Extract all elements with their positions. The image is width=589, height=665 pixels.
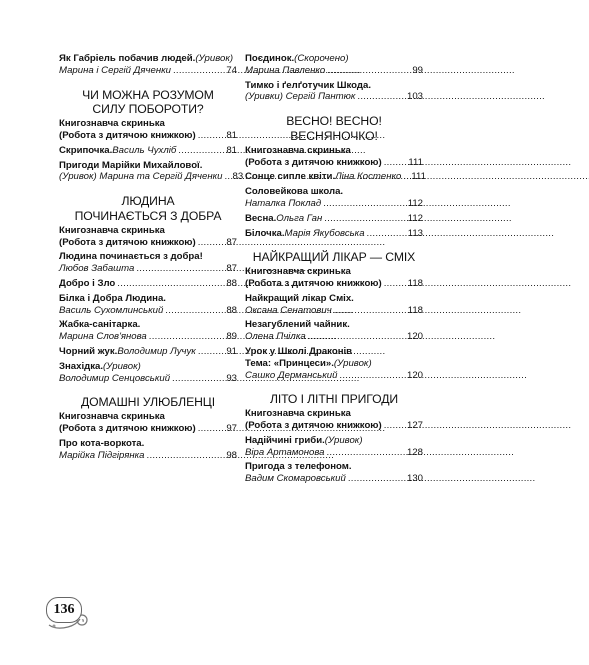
toc-entry[interactable] — [59, 118, 237, 142]
dot-leader — [149, 331, 225, 343]
dot-leader — [403, 171, 409, 183]
page-ref: 91 — [226, 345, 237, 357]
dot-leader — [384, 278, 406, 290]
entry-author: (Уривок) Марина та Сергій Дяченки — [59, 171, 223, 183]
dot-leader — [334, 305, 406, 317]
entry-author: Ліна Костенко — [335, 171, 402, 183]
dot-leader — [308, 331, 405, 343]
entry-author-line — [245, 91, 423, 103]
entry-author: Василь Сухомлинський — [59, 304, 164, 316]
toc-column-right — [245, 53, 426, 488]
entry-title-line — [59, 145, 237, 157]
entry-title-line — [59, 278, 237, 290]
entry-title: Книгознавча скринька — [59, 411, 165, 423]
entry-title: Знахідка. — [59, 360, 104, 372]
toc-entry[interactable] — [59, 319, 237, 343]
entry-title: Білочка. — [245, 227, 285, 239]
dot-leader — [173, 65, 224, 77]
page-ref: 99 — [412, 64, 423, 76]
page-ref: 97 — [226, 422, 237, 434]
page-number-badge — [46, 597, 86, 629]
entry-title: (Робота з дитячою книжкою) — [59, 422, 196, 434]
entry-title: (Робота з дитячою книжкою) — [245, 277, 382, 289]
toc-entry[interactable] — [59, 159, 244, 184]
entry-author: Оксана Сенатович — [245, 304, 332, 316]
dot-leader — [327, 65, 410, 77]
entry-title: Надійчині гриби. — [245, 434, 325, 446]
page-ref: 74 — [226, 64, 237, 76]
entry-title: Білка і Добра Людина. — [59, 292, 166, 304]
entry-author: Марина Слов'янова — [59, 331, 147, 343]
entry-author: Марійка Підгірянка — [59, 449, 145, 461]
toc-entry[interactable] — [245, 80, 423, 104]
entry-author: Вадим Скомаровський — [245, 473, 346, 485]
entry-title-line — [245, 461, 423, 473]
entry-title-line — [59, 225, 237, 237]
entry-author-line — [245, 305, 423, 317]
toc-entry[interactable] — [59, 53, 237, 77]
entry-title-line — [245, 358, 423, 370]
dot-leader — [348, 473, 405, 485]
page-ref: 112 — [407, 212, 423, 224]
entry-title: Найкращий лікар Сміх. — [245, 292, 354, 304]
toc-entry[interactable] — [245, 408, 423, 432]
entry-title: Людина починається з добра! — [59, 251, 203, 263]
page-ref: 89 — [226, 331, 237, 343]
entry-title: Книгознавча скринька — [245, 144, 351, 156]
section-heading-line: ВЕСНО! ВЕСНО! — [286, 114, 382, 129]
entry-title-line — [59, 411, 237, 423]
page-ref: 87 — [226, 263, 237, 275]
dot-leader — [367, 228, 406, 240]
dot-leader — [198, 237, 225, 249]
entry-author-line — [245, 473, 423, 485]
dot-leader — [178, 145, 224, 157]
toc-entry[interactable] — [59, 361, 237, 385]
entry-title: Соловейкова школа. — [245, 186, 344, 198]
toc-entry[interactable] — [245, 213, 423, 225]
entry-title: (Робота з дитячою книжкою) — [59, 236, 196, 248]
entry-title-line — [59, 293, 237, 305]
toc-entry[interactable] — [59, 346, 237, 358]
toc-entry[interactable] — [245, 145, 423, 169]
toc-entry[interactable] — [59, 411, 237, 435]
toc-entry[interactable] — [245, 346, 423, 381]
entry-author-line — [59, 331, 237, 343]
section-heading — [59, 194, 237, 224]
toc-column-left — [59, 53, 244, 464]
entry-note: (Уривок) — [324, 434, 363, 446]
entry-author-line — [245, 198, 423, 210]
entry-title-line — [59, 160, 237, 172]
toc-entry[interactable] — [59, 278, 237, 290]
section-heading — [245, 114, 423, 144]
page-ref: 93 — [226, 372, 237, 384]
entry-title-line — [59, 319, 237, 331]
page-ref: 111 — [408, 156, 423, 168]
entry-title-line — [245, 53, 423, 65]
section-heading-line: СИЛУ ПОБОРОТИ? — [92, 102, 204, 117]
entry-title-line — [245, 213, 423, 225]
entry-title: (Робота з дитячою книжкою) — [245, 156, 382, 168]
dot-leader — [224, 171, 230, 183]
section-heading-line: ПОЧИНАЄТЬСЯ З ДОБРА — [74, 208, 222, 223]
page-ref: 87 — [226, 236, 237, 248]
entry-title: Пригода з телефоном. — [245, 461, 352, 473]
entry-title: Урок у Школі Драконів — [245, 345, 353, 357]
entry-title-line — [59, 438, 237, 450]
toc-entry[interactable] — [59, 438, 237, 462]
entry-author: Олена Пчілка — [245, 331, 306, 343]
entry-author-line — [59, 450, 237, 462]
toc-entry[interactable] — [245, 186, 423, 210]
dot-leader — [357, 91, 405, 103]
entry-author-line — [59, 263, 237, 275]
entry-author-line — [59, 373, 237, 385]
entry-title: Жабка-санітарка. — [59, 319, 141, 331]
section-heading-line: НАЙКРАЩИЙ ЛІКАР — СМІХ — [252, 250, 416, 265]
page-ref: 120 — [406, 369, 423, 381]
entry-title-line — [245, 171, 426, 183]
toc-entry[interactable] — [245, 53, 423, 77]
page-ref: 130 — [406, 473, 423, 485]
entry-author: Сашко Дерманський — [245, 369, 338, 381]
entry-title-line — [59, 346, 237, 358]
dot-leader — [198, 346, 225, 358]
page-ref: 118 — [407, 304, 423, 316]
entry-title: Книгознавча скринька — [59, 224, 165, 236]
dot-leader — [165, 305, 224, 317]
entry-author: (Уривки) Сергій Пантюк — [245, 91, 356, 103]
entry-title-line — [59, 423, 237, 435]
section-heading — [59, 395, 237, 410]
section-heading — [59, 88, 237, 118]
entry-title: (Робота з дитячою книжкою) — [59, 129, 196, 141]
dot-leader — [324, 213, 405, 225]
entry-note: (Уривок) — [103, 360, 141, 372]
entry-title: Весна. — [245, 212, 277, 224]
entry-title: Поєдинок. — [245, 53, 295, 64]
page-ref: 120 — [406, 331, 423, 343]
page-ref: 118 — [407, 277, 423, 289]
dot-leader — [117, 278, 224, 290]
entry-title: Книгознавча скринька — [245, 266, 351, 278]
page-ref: 81 — [226, 144, 237, 156]
entry-author-line — [59, 65, 237, 77]
entry-title-line — [245, 80, 423, 92]
entry-title-line — [245, 186, 423, 198]
toc-entry[interactable] — [245, 171, 426, 183]
page-ref: 103 — [406, 91, 423, 103]
toc-entry[interactable] — [245, 461, 423, 485]
entry-title-line — [245, 293, 423, 305]
entry-author-line — [245, 331, 423, 343]
entry-author-line — [245, 370, 423, 382]
entry-title-line — [245, 408, 423, 420]
entry-author-line — [245, 447, 423, 459]
entry-author: Ольга Ган — [276, 212, 323, 224]
entry-title-line — [59, 130, 237, 142]
section-heading-line: ДОМАШНІ УЛЮБЛЕНЦІ — [80, 395, 216, 410]
entry-note: (Уривок) — [195, 53, 234, 64]
entry-title-line — [245, 228, 423, 240]
dot-leader — [147, 450, 225, 462]
entry-title-line — [59, 53, 237, 65]
page-ref: 127 — [406, 419, 423, 431]
entry-title-line — [59, 361, 237, 373]
toc-entry[interactable] — [245, 435, 423, 459]
section-heading-line: ВЕСНЯНОЧКО! — [290, 128, 378, 143]
section-heading — [245, 392, 423, 407]
entry-author: Марія Якубовська — [284, 227, 365, 239]
entry-title-line — [245, 157, 423, 169]
entry-author: Володимир Лучук — [117, 345, 196, 357]
page-ref: 112 — [407, 197, 423, 209]
toc-entry[interactable] — [59, 225, 237, 249]
toc-entry[interactable] — [59, 145, 237, 157]
entry-title: Про кота-воркота. — [59, 437, 145, 449]
dot-leader — [326, 447, 405, 459]
entry-title: Як Габріель побачив людей. — [59, 53, 196, 64]
toc-entry[interactable] — [245, 228, 423, 240]
dot-leader — [136, 263, 224, 275]
entry-title: Незагублений чайник. — [245, 319, 350, 331]
entry-title: Чорний жук. — [59, 345, 118, 357]
entry-title: Книгознавча скринька — [245, 408, 351, 420]
entry-title: (Робота з дитячою книжкою) — [245, 419, 382, 431]
entry-author: Василь Чухліб — [112, 144, 177, 156]
entry-title: Сонце сипле квіти. — [245, 171, 336, 183]
entry-title-line — [59, 237, 237, 249]
entry-title: Тема: «Принцеси». — [245, 357, 334, 369]
toc-entry[interactable] — [59, 293, 237, 317]
entry-title-line — [245, 319, 423, 331]
page-ref: 113 — [407, 227, 423, 239]
entry-title-line — [245, 420, 423, 432]
toc-entry[interactable] — [245, 293, 423, 317]
entry-author-line — [245, 65, 423, 77]
section-heading-line: ЛІТО І ЛІТНІ ПРИГОДИ — [269, 392, 399, 407]
entry-note: (Скорочено) — [294, 53, 349, 64]
entry-title-line — [245, 346, 423, 358]
page-ref: 111 — [411, 171, 426, 183]
page-ref: 88 — [226, 304, 237, 316]
page-ref: 128 — [406, 446, 423, 458]
toc-entry[interactable] — [245, 266, 423, 290]
dot-leader — [198, 130, 225, 142]
entry-title-line — [245, 145, 423, 157]
dot-leader — [198, 423, 225, 435]
dot-leader — [323, 198, 406, 210]
entry-title-line — [59, 251, 237, 263]
entry-title: Скрипочка. — [59, 144, 113, 156]
entry-author: Наталка Поклад — [245, 197, 322, 209]
entry-author: Віра Артамонова — [245, 446, 325, 458]
page-ref: 81 — [226, 129, 237, 141]
dot-leader — [339, 370, 405, 382]
section-heading-line: ЧИ МОЖНА РОЗУМОМ — [82, 87, 214, 102]
page-ref: 98 — [226, 449, 237, 461]
entry-author: Марина і Сергій Дяченки — [59, 64, 171, 76]
entry-title: Тимко і ґелґотучик Шкода. — [245, 79, 371, 91]
page-number: 136 — [46, 597, 82, 623]
entry-note: (Уривок) — [333, 357, 372, 369]
section-heading-line: ЛЮДИНА — [121, 194, 175, 209]
toc-entry[interactable] — [59, 251, 237, 275]
entry-title-line — [245, 266, 423, 278]
entry-title: Книгознавча скринька — [59, 118, 165, 130]
entry-author: Марина Павленко — [245, 64, 326, 76]
dot-leader — [384, 420, 405, 432]
section-heading — [245, 250, 423, 265]
page-ref: 83 — [232, 171, 244, 183]
entry-title-line — [59, 118, 237, 130]
entry-title-line — [245, 435, 423, 447]
toc-entry[interactable] — [245, 319, 423, 343]
entry-title-line — [245, 278, 423, 290]
dot-leader — [172, 373, 224, 385]
entry-author-line — [59, 305, 237, 317]
entry-title: Пригоди Марійки Михайлової. — [59, 159, 203, 171]
page-ref: 88 — [226, 277, 237, 289]
entry-author: Любов Забашта — [59, 263, 135, 275]
entry-author-line — [59, 171, 244, 183]
entry-author: Володимир Сенцовський — [59, 372, 171, 384]
entry-title: Добро і Зло — [59, 277, 116, 289]
dot-leader — [384, 157, 407, 169]
